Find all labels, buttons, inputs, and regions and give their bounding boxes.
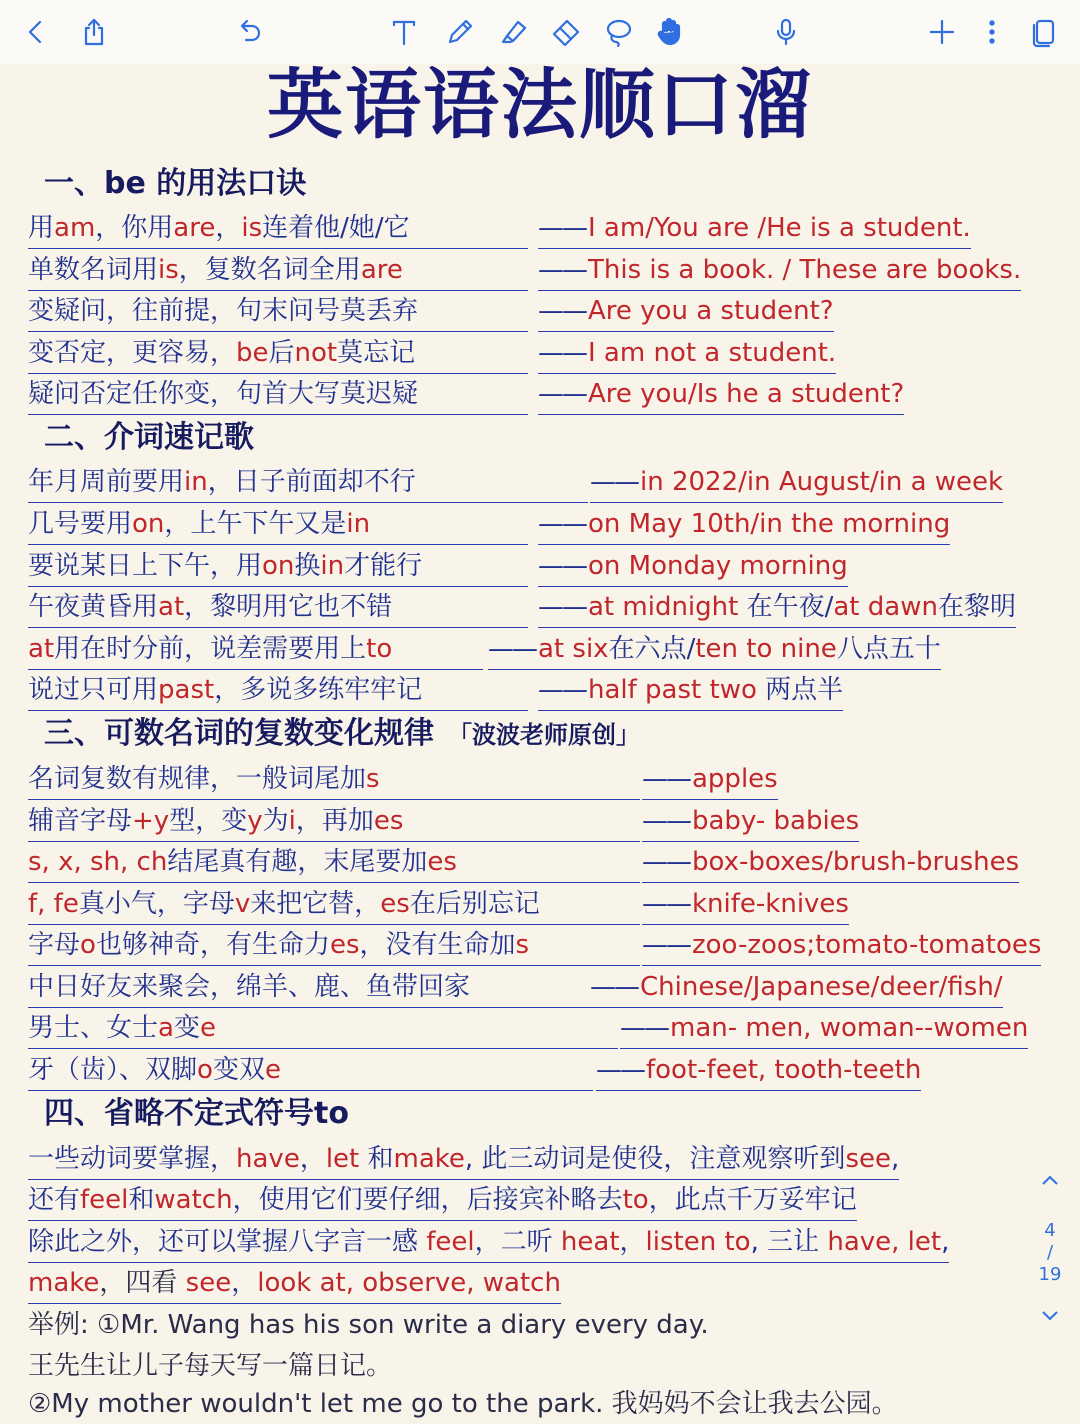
- rule-text: 辅音字母+y型，变y为i，再加es: [28, 801, 640, 842]
- rule-text: 年月周前要用in，日子前面却不行: [28, 462, 588, 503]
- section-heading-prepositions: 二、介词速记歌: [44, 420, 254, 455]
- rule-example: ——Are you a student?: [538, 291, 834, 332]
- toolbar: [0, 0, 1080, 65]
- pages-icon[interactable]: [1024, 14, 1064, 50]
- rule-text: f, fe真小气，字母v来把它替，es在后别忘记: [28, 884, 640, 925]
- page-up-icon[interactable]: [1038, 1170, 1062, 1198]
- rule-example: ——apples: [642, 759, 778, 800]
- page-title: 英语语法顺口溜: [267, 63, 813, 148]
- rule-text: 用am，你用are，is连着他/她/它: [28, 208, 528, 249]
- rule-example: ——on May 10th/in the morning: [538, 504, 950, 545]
- undo-icon[interactable]: [230, 14, 270, 50]
- rule-text: 中日好友来聚会，绵羊、鹿、鱼带回家: [28, 967, 590, 1008]
- text-tool-icon[interactable]: [384, 14, 424, 50]
- rule-example: ——at six在六点/ten to nine八点五十: [488, 629, 941, 670]
- rule-example: ——knife-knives: [642, 884, 849, 925]
- rule-example: ——on Monday morning: [538, 546, 848, 587]
- hand-icon[interactable]: [650, 14, 690, 50]
- rule-example: ——I am/You are /He is a student.: [538, 208, 971, 249]
- rule-text: 变疑问，往前提，句末问号莫丢弃: [28, 291, 528, 332]
- paragraph-text: 还有feel和watch，使用它们要仔细，后接宾补略去to，此点千万妥牢记: [28, 1180, 857, 1221]
- rule-example: ——at midnight 在午夜/at dawn在黎明: [538, 587, 1016, 628]
- example-text: 王先生让儿子每天写一篇日记。: [28, 1351, 393, 1381]
- paragraph-text: 除此之外，还可以掌握八字言一感 feel，二听 heat，listen to, 三让 have, let,: [28, 1222, 949, 1263]
- rule-text: 变否定，更容易，be后not莫忘记: [28, 333, 528, 374]
- example-text: ②My mother wouldn't let me go to the park. 我妈妈不会让我去公园。: [28, 1389, 898, 1419]
- section-heading-be: 一、be 的用法口诀: [44, 166, 307, 201]
- rule-example: ——foot-feet, tooth-teeth: [596, 1050, 921, 1091]
- more-icon[interactable]: [972, 14, 1012, 50]
- rule-text: 几号要用on，上午下午又是in: [28, 504, 528, 545]
- example-text: 举例: ①Mr. Wang has his son write a diary every day.: [28, 1310, 709, 1340]
- highlighter-icon[interactable]: [494, 14, 534, 50]
- lasso-icon[interactable]: [598, 14, 638, 50]
- microphone-icon[interactable]: [766, 14, 806, 50]
- section-heading-bare-infinitive: 四、省略不定式符号to: [44, 1096, 349, 1131]
- rule-text: 单数名词用is，复数名词全用are: [28, 250, 528, 291]
- rule-text: at用在时分前，说差需要用上to: [28, 629, 483, 670]
- rule-text: 名词复数有规律，一般词尾加s: [28, 759, 640, 800]
- rule-text: 说过只可用past，多说多练牢牢记: [28, 670, 528, 711]
- share-icon[interactable]: [74, 14, 114, 50]
- current-page: 4: [1044, 1220, 1056, 1241]
- paragraph-text: make，四看 see，look at, observe, watch: [28, 1263, 561, 1304]
- rule-example: ——Are you/Is he a student?: [538, 374, 904, 415]
- paragraph-text: 一些动词要掌握，have，let 和make, 此三动词是使役，注意观察听到see,: [28, 1139, 899, 1180]
- pen-icon[interactable]: [440, 14, 480, 50]
- rule-example: ——This is a book. / These are books.: [538, 250, 1021, 291]
- rule-example: ——man- men, woman--women: [620, 1008, 1028, 1049]
- section-heading-plurals: 三、可数名词的复数变化规律 「波波老师原创」: [44, 716, 640, 751]
- page-separator: /: [1046, 1242, 1054, 1263]
- rule-text: s, x, sh, ch结尾真有趣，末尾要加es: [28, 842, 640, 883]
- back-chevron-icon[interactable]: [16, 14, 56, 50]
- rule-text: 疑问否定任你变，句首大写莫迟疑: [28, 374, 528, 415]
- rule-example: ——I am not a student.: [538, 333, 836, 374]
- rule-example: ——in 2022/in August/in a week: [590, 462, 1003, 503]
- rule-example: ——box-boxes/brush-brushes: [642, 842, 1019, 883]
- rule-text: 字母o也够神奇，有生命力es，没有生命加s: [28, 925, 640, 966]
- rule-text: 要说某日上下午，用on换in才能行: [28, 546, 528, 587]
- rule-example: ——Chinese/Japanese/deer/fish/: [590, 967, 1003, 1008]
- rule-text: 午夜黄昏用at，黎明用它也不错: [28, 587, 528, 628]
- rule-text: 男士、女士a变e: [28, 1008, 618, 1049]
- rule-example: ——half past two 两点半: [538, 670, 843, 711]
- rule-text: 牙（齿）、双脚o变双e: [28, 1050, 593, 1091]
- rule-example: ——baby- babies: [642, 801, 859, 842]
- eraser-icon[interactable]: [546, 14, 586, 50]
- page-indicator: [1038, 1170, 1062, 1332]
- page-down-icon[interactable]: [1038, 1304, 1062, 1332]
- rule-example: ——zoo-zoos;tomato-tomatoes: [642, 925, 1041, 966]
- total-pages: 19: [1038, 1264, 1062, 1285]
- add-icon[interactable]: [922, 14, 962, 50]
